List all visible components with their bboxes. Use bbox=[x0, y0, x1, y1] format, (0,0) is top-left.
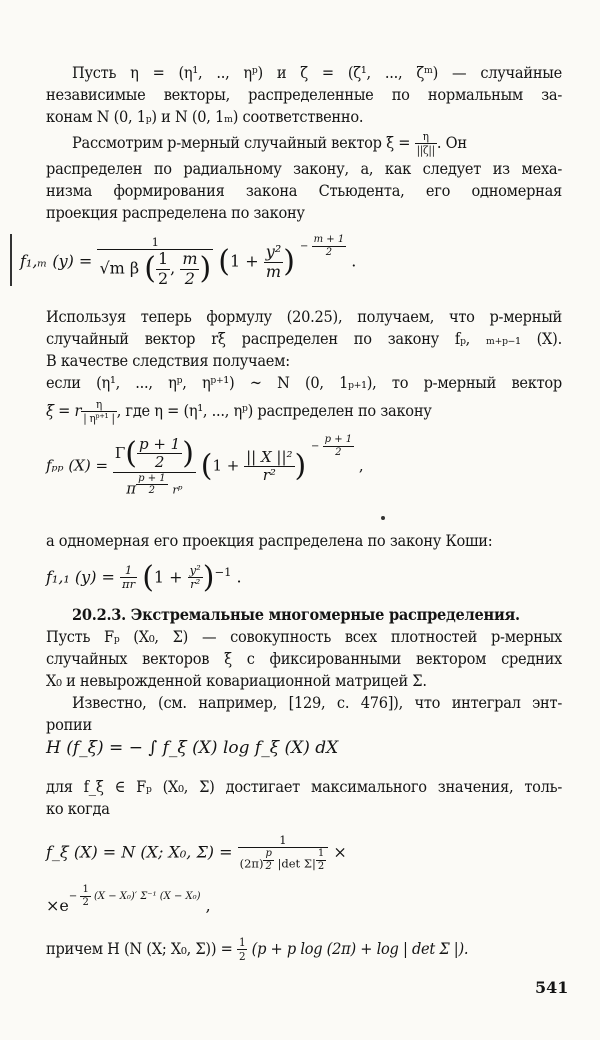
text-line: ко когда bbox=[46, 799, 110, 818]
fraction bbox=[80, 884, 90, 908]
denominator: 2 bbox=[317, 860, 325, 872]
text-span: , где η = (η¹, ..., ηᵖ) распределен по закону bbox=[116, 401, 432, 421]
text-span: . Он bbox=[436, 133, 467, 153]
text-span: × bbox=[333, 842, 347, 862]
text-line: В качестве следствия получаем: bbox=[46, 351, 290, 370]
numerator: m bbox=[182, 249, 198, 269]
fraction bbox=[156, 250, 170, 288]
numerator: η bbox=[415, 130, 437, 144]
text-line: ропии bbox=[46, 715, 92, 734]
formula-lhs: f_ξ (X) = N (X; X₀, Σ) = bbox=[46, 842, 233, 862]
denominator: 2 bbox=[325, 246, 333, 258]
numerator bbox=[113, 436, 196, 473]
numerator: η bbox=[81, 398, 116, 412]
text-span: причем H (N (X; X₀, Σ)) = bbox=[46, 939, 233, 959]
denominator bbox=[238, 848, 329, 872]
numerator: p + 1 bbox=[138, 472, 166, 484]
text-line: случайных векторов ξ с фиксированными вектором средних bbox=[46, 649, 562, 668]
text-span: rᵖ bbox=[172, 482, 183, 496]
text-line-with-fraction bbox=[46, 936, 562, 963]
denominator: 2 bbox=[157, 268, 169, 288]
numerator: 1 bbox=[82, 884, 89, 895]
fraction bbox=[244, 449, 294, 485]
paren: ) bbox=[199, 251, 212, 287]
fraction bbox=[188, 564, 203, 591]
fraction bbox=[312, 234, 347, 258]
text-line: проекция распределена по закону bbox=[46, 203, 305, 222]
exponent: − p + 1 2 bbox=[311, 434, 353, 458]
denominator: 2 bbox=[238, 949, 246, 964]
text-span: (p + p log (2π) + log | det Σ |). bbox=[251, 939, 469, 959]
numerator: p + 1 bbox=[324, 434, 353, 446]
denominator: 2 bbox=[154, 453, 165, 472]
text-line: Пусть η = (η¹, .., ηᵖ) и ζ = (ζ¹, ..., ζᵐ) — случайные bbox=[72, 63, 562, 82]
text-span: ×e bbox=[46, 895, 69, 915]
denominator: 2 bbox=[82, 896, 89, 908]
numerator: 1 bbox=[317, 848, 325, 860]
paren: ) bbox=[202, 559, 215, 595]
formula-exponential-factor: $\times e^{- \frac{1}{2} (X - X_0)' \Sigma^{-1} (X - X_0)}$ , bbox=[46, 884, 211, 915]
fraction bbox=[97, 236, 213, 288]
text-span: (2π) bbox=[239, 856, 264, 871]
fraction bbox=[238, 834, 329, 872]
denominator: 2 bbox=[265, 860, 272, 872]
stray-dot bbox=[381, 516, 385, 520]
paren: ( bbox=[200, 448, 213, 484]
margin-mark bbox=[10, 234, 12, 286]
numerator: 1 bbox=[238, 935, 246, 949]
fraction bbox=[113, 436, 196, 497]
fraction bbox=[264, 243, 283, 281]
formula-cauchy: f₁,₁ (y) = $\frac{1}{\pi r}$ (1 + $\frac{\text{y²}}{\text{r²}}$ )$^{-1}$ . bbox=[46, 559, 242, 595]
text-line-with-fraction bbox=[72, 130, 562, 157]
denominator: r² bbox=[190, 577, 201, 592]
text-line-with-fraction bbox=[46, 398, 562, 425]
paren: ) bbox=[283, 244, 295, 279]
exponent: − m + 1 2 bbox=[300, 234, 345, 258]
text-line: Известно, (см. например, [129, с. 476]), что интеграл энт- bbox=[72, 693, 562, 712]
text-line: конам N (0, 1ₚ) и N (0, 1ₘ) соответственно. bbox=[46, 107, 364, 126]
denominator: πr bbox=[122, 577, 136, 592]
fraction bbox=[136, 473, 168, 497]
numerator: 1 bbox=[238, 834, 329, 848]
text-span: Γ bbox=[114, 443, 126, 462]
numerator: y² bbox=[265, 242, 282, 262]
denominator: √m β ( $\frac{1}{2}$ , $\frac{m}{2}$ ) bbox=[99, 249, 212, 288]
text-line: если (η¹, ..., ηᵖ, ηᵖ⁺¹) ∼ N (0, 1ₚ₊₁), то p-мерный вектор bbox=[46, 373, 562, 392]
exponent: −1 bbox=[214, 565, 232, 579]
text-span: π bbox=[126, 479, 137, 497]
formula-lhs: f₁,₁ (y) = bbox=[46, 567, 115, 587]
formula-student-1d: f₁,ₘ (y) = 1 √m β ( $\frac{1}{2}$ , $\frac{m}{2}$ ) (1 + $\frac{\text{y²}}{m}$ ) $^{- \frac{m + 1}{2}}$ . bbox=[20, 234, 357, 288]
fraction bbox=[263, 848, 273, 872]
numerator: p bbox=[265, 848, 272, 860]
denominator: ||ζ|| bbox=[416, 143, 435, 158]
formula-lhs: f₁,ₘ (y) = bbox=[20, 251, 93, 271]
fraction bbox=[137, 436, 182, 472]
numerator: y² bbox=[189, 563, 201, 578]
denominator: m bbox=[265, 261, 282, 281]
paren: ( bbox=[218, 244, 231, 279]
text-line: распределен по радиальному закону, а, как следует из меха- bbox=[46, 159, 562, 178]
fraction bbox=[316, 848, 326, 872]
denominator: 2 bbox=[148, 485, 156, 496]
text-line: случайный вектор rξ распределен по закону fₚ, ₘ₊ₚ₋₁ (X). bbox=[46, 329, 562, 348]
section-heading: 20.2.3. Экстремальные многомерные распределения. bbox=[72, 605, 520, 624]
formula-entropy: H (f_ξ) = − ∫ f_ξ (X) log f_ξ (X) dX bbox=[46, 738, 339, 758]
fraction bbox=[415, 130, 437, 157]
page-number: 541 bbox=[535, 978, 569, 997]
text-span: √m β bbox=[99, 258, 140, 278]
text-line: Пусть Fₚ (X₀, Σ) — совокупность всех плотностей p-мерных bbox=[46, 627, 562, 646]
denominator: 2 bbox=[184, 268, 195, 288]
text-span: |det Σ| bbox=[277, 856, 316, 871]
text-span: Рассмотрим p-мерный случайный вектор ξ = bbox=[72, 133, 411, 153]
numerator: 1 bbox=[157, 249, 169, 269]
numerator: 1 bbox=[120, 564, 137, 578]
denominator bbox=[113, 473, 196, 498]
fraction bbox=[120, 564, 137, 591]
fraction bbox=[323, 434, 355, 458]
denominator: r² bbox=[262, 466, 276, 485]
text-span: ξ = r bbox=[46, 401, 82, 421]
text-line: независимые векторы, распределенные по нормальным за- bbox=[46, 85, 562, 104]
text-span: − bbox=[68, 890, 81, 902]
numerator: || X ||² bbox=[246, 447, 293, 466]
text-line: для f_ξ ∈ Fₚ (X₀, Σ) достигает максимального значения, толь- bbox=[46, 777, 562, 796]
fraction bbox=[180, 250, 199, 288]
formula-normal-density bbox=[46, 834, 347, 872]
text-line: а одномерная его проекция распределена по закону Коши: bbox=[46, 531, 493, 550]
numerator: 1 bbox=[97, 236, 213, 250]
formula-lhs: fₚₚ (X) = bbox=[46, 456, 109, 475]
paren: ( bbox=[144, 251, 156, 287]
fraction bbox=[237, 936, 247, 963]
formula-student-multivariate: fₚₚ (X) = Γ( $\frac{p + 1}{2}$ ) π $^{\frac{p + 1}{2}}$ rᵖ (1 + $\frac{\text{|| X ||²}}{\text{r²}}$ ) $^{- \frac{p + 1}{2}}$ , bbox=[46, 434, 364, 497]
paren: ) bbox=[294, 448, 307, 484]
paren: ) bbox=[182, 435, 194, 471]
text-line: низма формирования закона Стьюдента, его одномерная bbox=[46, 181, 562, 200]
text-line: Используя теперь формулу (20.25), получаем, что p-мерный bbox=[46, 307, 562, 326]
text-span: (X − X₀)′ Σ⁻¹ (X − X₀) bbox=[90, 890, 201, 902]
paren: ( bbox=[142, 559, 154, 595]
numerator: p + 1 bbox=[138, 435, 181, 453]
fraction bbox=[81, 398, 116, 425]
denominator: 2 bbox=[335, 446, 342, 458]
denominator: | ηᵖ⁺¹ | bbox=[83, 411, 115, 426]
paren: ( bbox=[125, 435, 137, 471]
text-line: X₀ и невырожденной ковариационной матрицей Σ. bbox=[46, 671, 427, 690]
numerator: m + 1 bbox=[313, 234, 345, 245]
